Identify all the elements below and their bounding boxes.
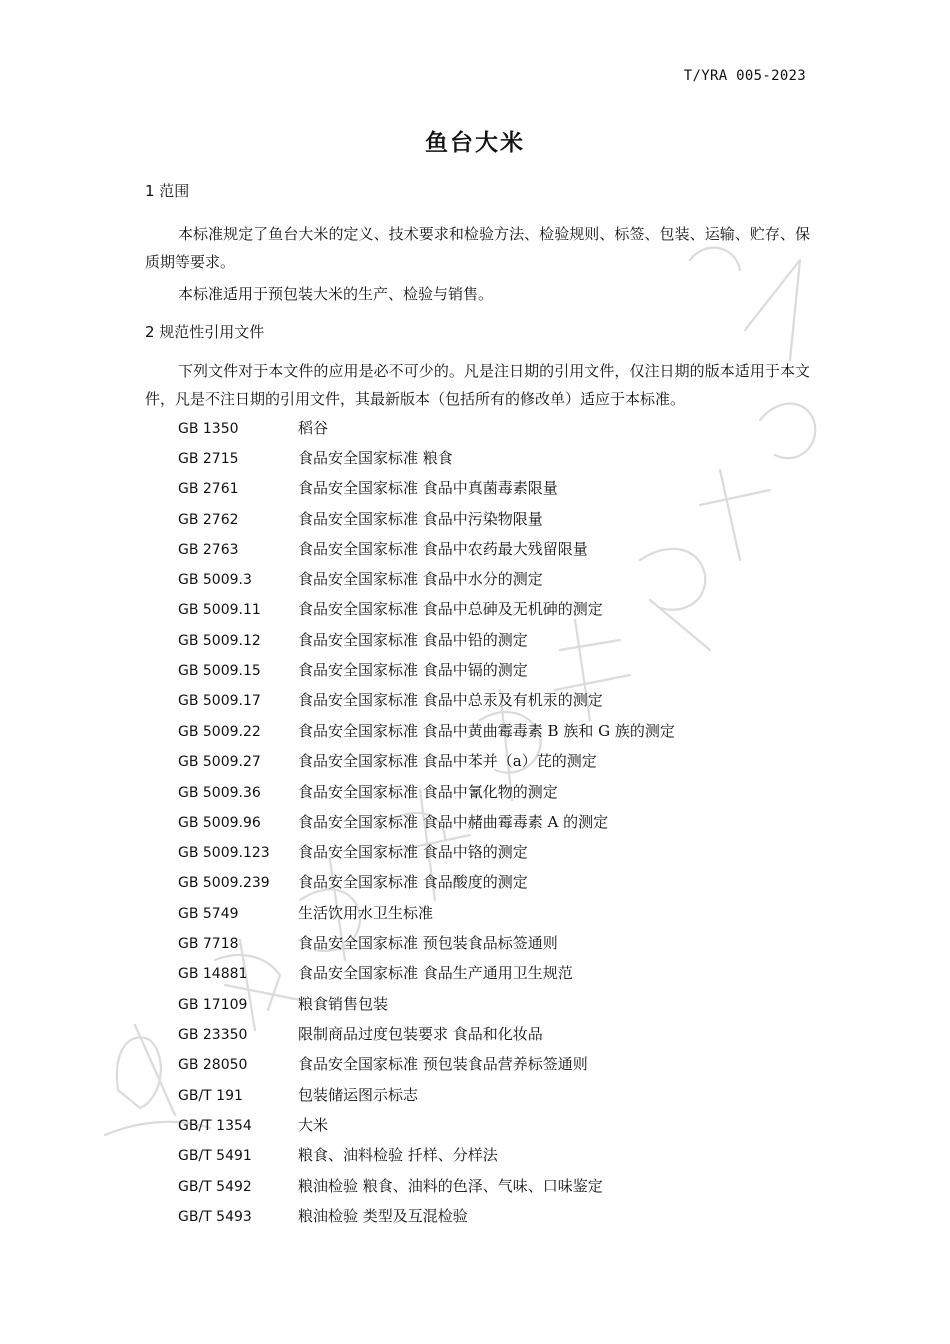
reference-item — [178, 1019, 543, 1049]
reference-title: 食品安全国家标准 食品中总砷及无机砷的测定 — [298, 600, 603, 618]
reference-item — [178, 746, 597, 776]
reference-code: GB 5009.11 — [178, 602, 261, 618]
section-heading-scope: 1 范围 — [145, 182, 190, 200]
reference-title: 食品安全国家标准 食品中铅的测定 — [298, 631, 528, 649]
reference-item — [178, 807, 608, 837]
reference-code: GB 1350 — [178, 421, 239, 437]
reference-item — [178, 564, 543, 594]
reference-title: 粮油检验 粮食、油料的色泽、气味、口味鉴定 — [298, 1177, 603, 1195]
reference-code: GB 23350 — [178, 1027, 248, 1043]
reference-item — [178, 777, 558, 807]
reference-code: GB 14881 — [178, 966, 248, 982]
reference-title: 食品安全国家标准 食品中黄曲霉毒素 B 族和 G 族的测定 — [298, 722, 675, 740]
reference-code: GB 17109 — [178, 997, 248, 1013]
reference-code: GB/T 5493 — [178, 1209, 252, 1225]
reference-title: 食品安全国家标准 食品中污染物限量 — [298, 510, 543, 528]
reference-item — [178, 1140, 498, 1170]
reference-title: 稻谷 — [298, 419, 329, 437]
reference-code: GB 5009.27 — [178, 754, 261, 770]
document-code: T/YRA 005-2023 — [683, 68, 806, 84]
reference-title: 食品安全国家标准 粮食 — [298, 449, 453, 467]
reference-code: GB 5009.17 — [178, 693, 261, 709]
reference-item — [178, 928, 558, 958]
reference-title: 食品安全国家标准 食品生产通用卫生规范 — [298, 964, 573, 982]
scope-paragraph-2: 本标准适用于预包装大米的生产、检验与销售。 — [178, 285, 494, 303]
reference-item — [178, 989, 388, 1019]
reference-code: GB 2763 — [178, 542, 239, 558]
scope-paragraph-1: 本标准规定了鱼台大米的定义、技术要求和检验方法、检验规则、标签、包装、运输、贮存、保质期等要求。 — [145, 225, 810, 271]
reference-title: 食品安全国家标准 食品中水分的测定 — [298, 570, 543, 588]
reference-title: 食品安全国家标准 食品中真菌毒素限量 — [298, 479, 558, 497]
reference-item — [178, 655, 528, 685]
reference-code: GB 7718 — [178, 936, 239, 952]
reference-title: 食品安全国家标准 食品中总汞及有机汞的测定 — [298, 691, 603, 709]
section-heading-references: 2 规范性引用文件 — [145, 323, 265, 341]
reference-item — [178, 473, 558, 503]
reference-title: 生活饮用水卫生标准 — [298, 904, 434, 922]
reference-item — [178, 534, 588, 564]
reference-item — [178, 716, 675, 746]
reference-code: GB 5009.96 — [178, 815, 261, 831]
reference-code: GB 5749 — [178, 906, 239, 922]
reference-title: 食品安全国家标准 食品中农药最大残留限量 — [298, 540, 588, 558]
reference-code: GB 5009.123 — [178, 845, 270, 861]
reference-code: GB 28050 — [178, 1057, 248, 1073]
reference-title: 食品安全国家标准 食品中苯并（a）芘的测定 — [298, 752, 597, 770]
reference-code: GB 2715 — [178, 451, 239, 467]
reference-item — [178, 1049, 588, 1079]
reference-code: GB 5009.15 — [178, 663, 261, 679]
reference-item — [178, 1110, 328, 1140]
reference-code: GB 5009.239 — [178, 875, 270, 891]
reference-title: 食品安全国家标准 预包装食品营养标签通则 — [298, 1055, 588, 1073]
references-intro: 下列文件对于本文件的应用是必不可少的。凡是注日期的引用文件，仅注日期的版本适用于本文件，凡是不注日期的引用文件，其最新版本（包括所有的修改单）适应于本标准。 — [145, 362, 810, 408]
reference-code: GB/T 1354 — [178, 1118, 252, 1134]
reference-title: 食品安全国家标准 食品中铬的测定 — [298, 843, 528, 861]
reference-item — [178, 625, 528, 655]
reference-code: GB 5009.12 — [178, 633, 261, 649]
reference-title: 大米 — [298, 1116, 329, 1134]
reference-title: 粮油检验 类型及互混检验 — [298, 1207, 468, 1225]
reference-item — [178, 958, 573, 988]
reference-item — [178, 504, 543, 534]
reference-title: 限制商品过度包装要求 食品和化妆品 — [298, 1025, 543, 1043]
reference-title: 食品安全国家标准 食品中赭曲霉毒素 A 的测定 — [298, 813, 609, 831]
reference-item — [178, 867, 528, 897]
reference-title: 包装储运图示标志 — [298, 1086, 419, 1104]
reference-item — [178, 443, 453, 473]
reference-code: GB/T 5492 — [178, 1179, 252, 1195]
reference-title: 粮食、油料检验 扦样、分样法 — [298, 1146, 498, 1164]
reference-code: GB 5009.22 — [178, 724, 261, 740]
reference-code: GB 2761 — [178, 481, 239, 497]
reference-code: GB 5009.36 — [178, 785, 261, 801]
reference-item — [178, 594, 603, 624]
reference-code: GB/T 5491 — [178, 1148, 252, 1164]
reference-code: GB 2762 — [178, 512, 239, 528]
reference-item — [178, 1171, 603, 1201]
reference-title: 粮食销售包装 — [298, 995, 389, 1013]
reference-item — [178, 413, 328, 443]
reference-title: 食品安全国家标准 食品中氰化物的测定 — [298, 783, 558, 801]
reference-code: GB/T 191 — [178, 1088, 243, 1104]
reference-item — [178, 898, 433, 928]
reference-title: 食品安全国家标准 预包装食品标签通则 — [298, 934, 558, 952]
reference-item — [178, 1201, 468, 1231]
reference-code: GB 5009.3 — [178, 572, 252, 588]
reference-item — [178, 837, 528, 867]
reference-item — [178, 685, 603, 715]
reference-title: 食品安全国家标准 食品酸度的测定 — [298, 873, 528, 891]
reference-title: 食品安全国家标准 食品中镉的测定 — [298, 661, 528, 679]
reference-item — [178, 1080, 418, 1110]
page-title: 鱼台大米 — [425, 130, 525, 156]
